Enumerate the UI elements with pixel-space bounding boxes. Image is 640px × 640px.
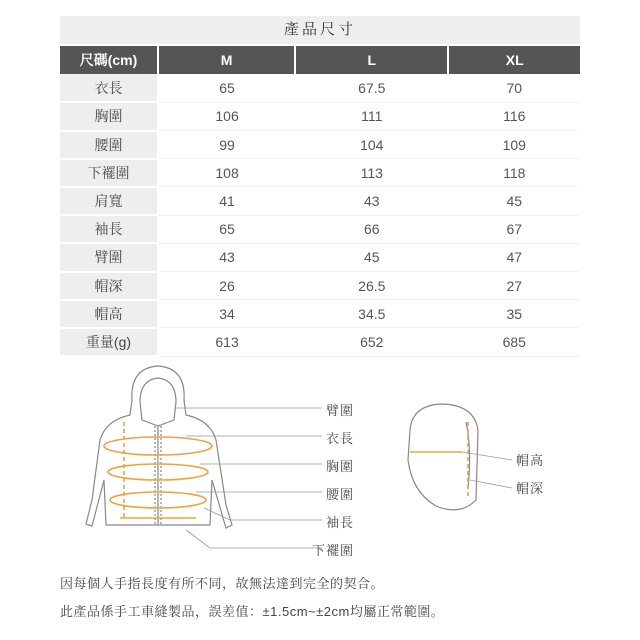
table-row xyxy=(60,102,580,130)
jacket-outline xyxy=(86,366,232,528)
table-cell: 35 xyxy=(448,300,580,328)
table-cell: 106 xyxy=(158,102,295,130)
note-fit: 因每個人手指長度有所不同，故無法達到完全的契合。 xyxy=(60,576,385,591)
label-waist: 腰圍 xyxy=(326,487,355,502)
row-label: 帽高 xyxy=(60,300,158,328)
table-cell: 113 xyxy=(295,159,448,187)
hood-measure-accents xyxy=(410,422,468,496)
table-row xyxy=(60,74,580,102)
label-sleeve: 袖長 xyxy=(326,515,355,530)
table-cell: 34 xyxy=(158,300,295,328)
table-cell: 111 xyxy=(295,102,448,130)
row-label: 袖長 xyxy=(60,215,158,243)
header-size-xl: XL xyxy=(448,46,580,74)
table-row xyxy=(60,159,580,187)
table-cell: 67.5 xyxy=(295,74,448,102)
table-cell: 70 xyxy=(448,74,580,102)
notes xyxy=(60,574,600,630)
label-hem: 下襬圍 xyxy=(312,543,355,558)
table-cell: 45 xyxy=(448,187,580,215)
row-label: 胸圍 xyxy=(60,102,158,130)
row-label: 臂圍 xyxy=(60,243,158,271)
table-cell: 27 xyxy=(448,272,580,300)
row-label: 腰圍 xyxy=(60,131,158,159)
table-row xyxy=(60,215,580,243)
measurement-diagram xyxy=(0,360,640,570)
table-cell: 652 xyxy=(295,328,448,356)
row-label: 下襬圍 xyxy=(60,159,158,187)
table-cell: 43 xyxy=(295,187,448,215)
table-row xyxy=(60,131,580,159)
table-row xyxy=(60,300,580,328)
table-cell: 613 xyxy=(158,328,295,356)
jacket-leader-lines xyxy=(176,408,322,548)
table-cell: 65 xyxy=(158,74,295,102)
size-table xyxy=(60,46,580,357)
table-cell: 66 xyxy=(295,215,448,243)
table-cell: 116 xyxy=(448,102,580,130)
table-cell: 109 xyxy=(448,131,580,159)
label-length: 衣長 xyxy=(326,431,355,446)
table-row xyxy=(60,272,580,300)
table-row xyxy=(60,243,580,271)
table-cell: 108 xyxy=(158,159,295,187)
table-cell: 65 xyxy=(158,215,295,243)
table-header-row xyxy=(60,46,580,74)
table-cell: 47 xyxy=(448,243,580,271)
row-label: 重量(g) xyxy=(60,328,158,356)
table-cell: 26.5 xyxy=(295,272,448,300)
table-body xyxy=(60,74,580,356)
table-cell: 34.5 xyxy=(295,300,448,328)
header-size-m: M xyxy=(158,46,295,74)
row-label: 肩寬 xyxy=(60,187,158,215)
row-label: 帽深 xyxy=(60,272,158,300)
page-title: 產品尺寸 xyxy=(60,16,580,44)
label-arm-circumference: 臂圍 xyxy=(326,403,355,418)
table-cell: 45 xyxy=(295,243,448,271)
table-cell: 118 xyxy=(448,159,580,187)
table-cell: 104 xyxy=(295,131,448,159)
table-cell: 26 xyxy=(158,272,295,300)
label-hood-depth: 帽深 xyxy=(516,481,545,496)
table-row xyxy=(60,328,580,356)
table-row xyxy=(60,187,580,215)
table-cell: 43 xyxy=(158,243,295,271)
note-tolerance: 此產品係手工車縫製品，誤差值：±1.5cm~±2cm均屬正常範圍。 xyxy=(60,604,445,619)
header-size-label: 尺碼(cm) xyxy=(60,46,158,74)
table-cell: 41 xyxy=(158,187,295,215)
label-hood-height: 帽高 xyxy=(516,453,545,468)
table-cell: 99 xyxy=(158,131,295,159)
table-cell: 67 xyxy=(448,215,580,243)
header-size-l: L xyxy=(295,46,448,74)
label-chest: 胸圍 xyxy=(326,459,355,474)
row-label: 衣長 xyxy=(60,74,158,102)
table-cell: 685 xyxy=(448,328,580,356)
